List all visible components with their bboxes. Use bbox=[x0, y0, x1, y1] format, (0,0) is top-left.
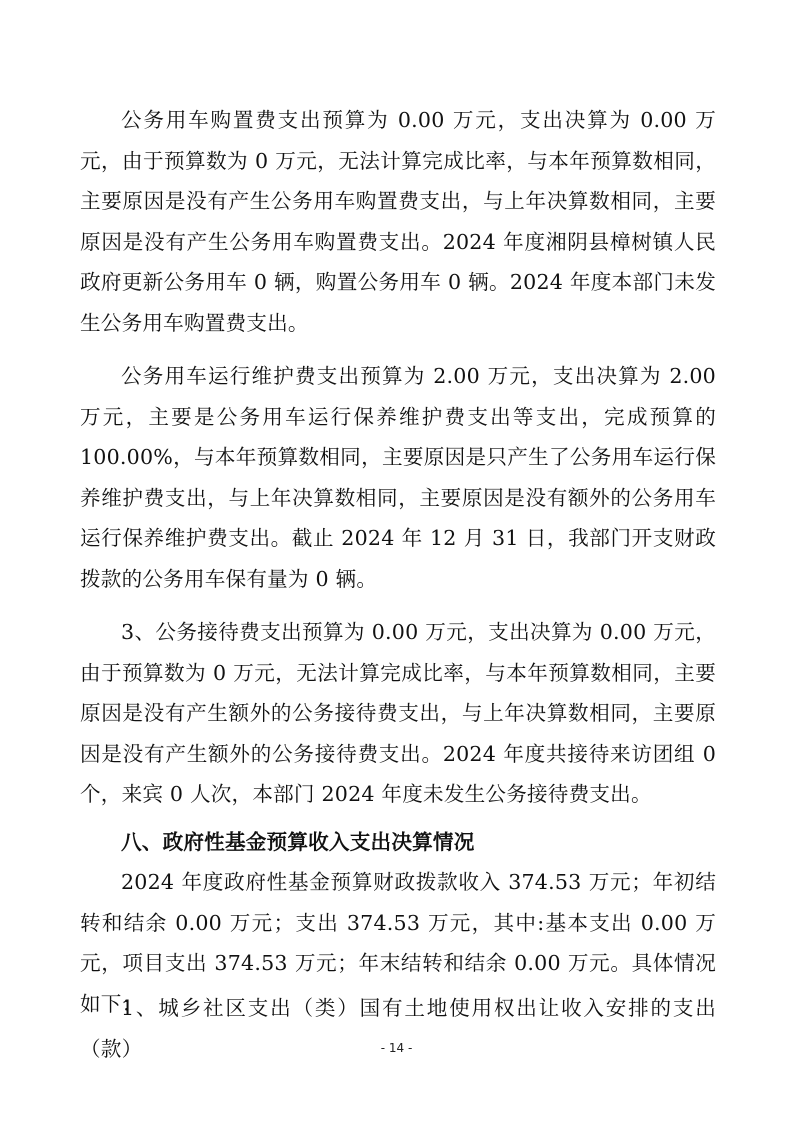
paragraph-government-fund: 2024 年度政府性基金预算财政拨款收入 374.53 万元；年初结转和结余 0.00 万元；支出 374.53 万元，其中:基本支出 0.00 万元，项目支出 374.53 万元；年末结转和结余 0.00 万元。具体情况如下： bbox=[80, 870, 716, 1016]
section-heading: 八、政府性基金预算收入支出决算情况 bbox=[121, 830, 475, 854]
paragraph-item-1: 1、城乡社区支出（类）国有土地使用权出让收入安排的支出（款） bbox=[80, 996, 716, 1061]
paragraph-reception-expense: 3、公务接待费支出预算为 0.00 万元，支出决算为 0.00 万元，由于预算数为 0 万元，无法计算完成比率，与本年预算数相同，主要原因是没有产生额外的公务接待费支出，与上年决算数相同，主要原因是没有产生额外的公务接待费支出。2024 年度共接待来访团组 0 个，来宾 0 人次，本部门 2024 年度未发生公务接待费支出。 bbox=[80, 620, 716, 807]
page-number: - 14 - bbox=[380, 1041, 413, 1055]
paragraph-vehicle-purchase: 公务用车购置费支出预算为 0.00 万元，支出决算为 0.00 万元，由于预算数为 0 万元，无法计算完成比率，与本年预算数相同，主要原因是没有产生公务用车购置费支出，与上年决算数相同，主要原因是没有产生公务用车购置费支出。2024 年度湘阴县樟树镇人民政府更新公务用车 0 辆，购置公务用车 0 辆。2024 年度本部门未发生公务用车购置费支出。 bbox=[80, 108, 716, 335]
paragraph-vehicle-maintenance: 公务用车运行维护费支出预算为 2.00 万元，支出决算为 2.00 万元，主要是公务用车运行保养维护费支出等支出，完成预算的 100.00%，与本年预算数相同，主要原因是只产生了公务用车运行保养维护费支出，与上年决算数相同，主要原因是没有额外的公务用车运行保养维护费支出。截止 2024 年 12 月 31 日，我部门开支财政拨款的公务用车保有量为 0 辆。 bbox=[80, 364, 716, 591]
